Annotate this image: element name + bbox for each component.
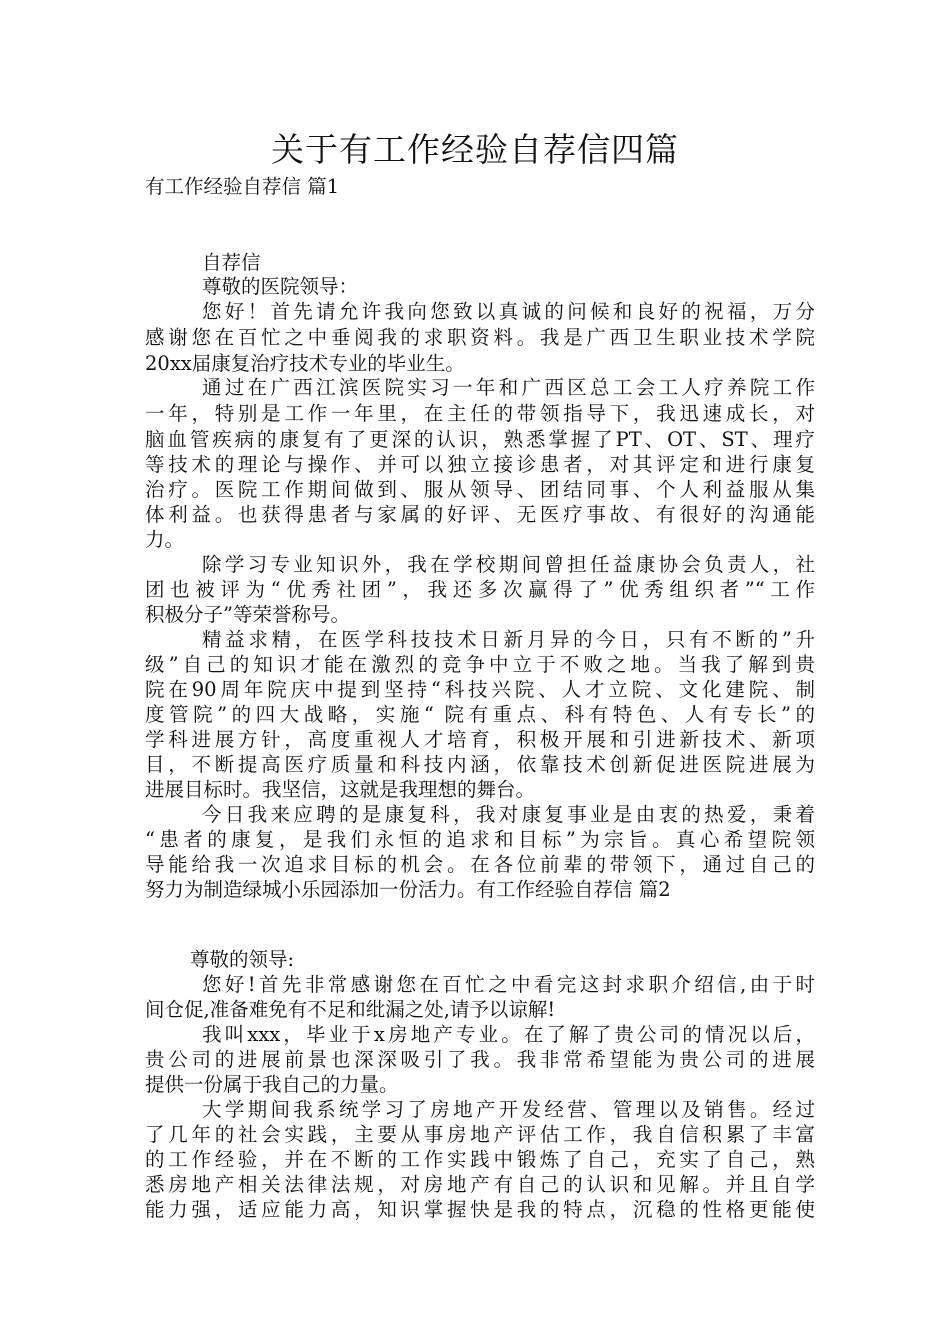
paragraph-line: 进展目标时。我坚信，这就是我理想的舞台。 [145, 778, 536, 801]
paragraph-line: 20xx届康复治疗技术专业的毕业生。 [145, 352, 465, 375]
paragraph-line: 感谢您在百忙之中垂阅我的求职资料。我是广西卫生职业技术学院 [145, 326, 815, 349]
salutation-1: 尊敬的医院领导： [202, 275, 359, 298]
paragraph-line: 治疗。医院工作期间做到、服从领导、团结同事、个人利益服从集 [145, 478, 815, 501]
letter-title: 自荐信 [202, 251, 261, 274]
paragraph-line: 大学期间我系统学习了房地产开发经营、管理以及销售。经过 [202, 1098, 815, 1121]
paragraph-line: 度管院”的四大战略，实施“ 院有重点、科有特色、人有专长”的 [145, 703, 815, 726]
paragraph-line: 除学习专业知识外，我在学校期间曾担任益康协会负责人，社 [202, 553, 815, 576]
paragraph-line: 提供一份属于我自己的力量。 [145, 1073, 399, 1096]
paragraph-line: 能力强，适应能力高，知识掌握快是我的特点，沉稳的性格更能使 [145, 1198, 815, 1221]
paragraph-line: 我叫xxx，毕业于x房地产专业。在了解了贵公司的情况以后， [202, 1023, 815, 1046]
paragraph-line: 学科进展方针，高度重视人才培育，积极开展和引进新技术、新项 [145, 728, 815, 751]
paragraph-line: 的工作经验，并在不断的工作实践中锻炼了自己，充实了自己，熟 [145, 1148, 815, 1171]
paragraph-line: 目，不断提高医疗质量和科技内涵，依靠技术创新促进医院进展为 [145, 753, 815, 776]
paragraph-line: 力。 [145, 528, 185, 551]
paragraph-line: 级”自己的知识才能在激烈的竞争中立于不败之地。当我了解到贵 [145, 653, 815, 676]
document-title: 关于有工作经验自荐信四篇 [271, 130, 679, 169]
paragraph-line: 了几年的社会实践，主要从事房地产评估工作，我自信积累了丰富 [145, 1123, 815, 1146]
paragraph-line: 一年，特别是工作一年里，在主任的带领指导下，我迅速成长，对 [145, 402, 815, 425]
section-heading-1: 有工作经验自荐信 篇1 [145, 175, 340, 198]
paragraph-line: 导能给我一次追求目标的机会。在各位前辈的带领下，通过自己的 [145, 853, 815, 876]
paragraph-line: 间仓促,准备难免有不足和纰漏之处,请予以谅解! [145, 998, 556, 1021]
paragraph-line: 精益求精，在医学科技技术日新月异的今日，只有不断的”升 [202, 628, 815, 651]
paragraph-line: 您好！首先请允许我向您致以真诚的问候和良好的祝福，万分 [202, 300, 815, 323]
paragraph-line: 悉房地产相关法律法规，对房地产有自己的认识和见解。并且自学 [145, 1173, 815, 1196]
paragraph-line: 脑血管疾病的康复有了更深的认识，熟悉掌握了PT、OT、ST、理疗 [145, 428, 815, 451]
paragraph-line: 积极分子”等荣誉称号。 [145, 603, 350, 626]
paragraph-line: 通过在广西江滨医院实习一年和广西区总工会工人疗养院工作 [202, 376, 815, 399]
paragraph-line: 体利益。也获得患者与家属的好评、无医疗事故、有很好的沟通能 [145, 503, 815, 526]
paragraph-line: 今日我来应聘的是康复科，我对康复事业是由衷的热爱，秉着 [202, 803, 815, 826]
paragraph-line: “患者的康复，是我们永恒的追求和目标”为宗旨。真心希望院领 [145, 828, 815, 851]
salutation-2: 尊敬的领导: [190, 948, 295, 971]
paragraph-line: 您好!首先非常感谢您在百忙之中看完这封求职介绍信,由于时 [202, 973, 815, 996]
paragraph-line: 努力为制造绿城小乐园添加一份活力。有工作经验自荐信 篇2 [145, 878, 671, 901]
paragraph-line: 团也被评为“优秀社团”，我还多次赢得了”优秀组织者”“工作 [145, 578, 815, 601]
paragraph-line: 等技术的理论与操作、并可以独立接诊患者，对其评定和进行康复 [145, 453, 815, 476]
paragraph-line: 院在90周年院庆中提到坚持“科技兴院、人才立院、文化建院、制 [145, 678, 815, 701]
paragraph-line: 贵公司的进展前景也深深吸引了我。我非常希望能为贵公司的进展 [145, 1048, 815, 1071]
